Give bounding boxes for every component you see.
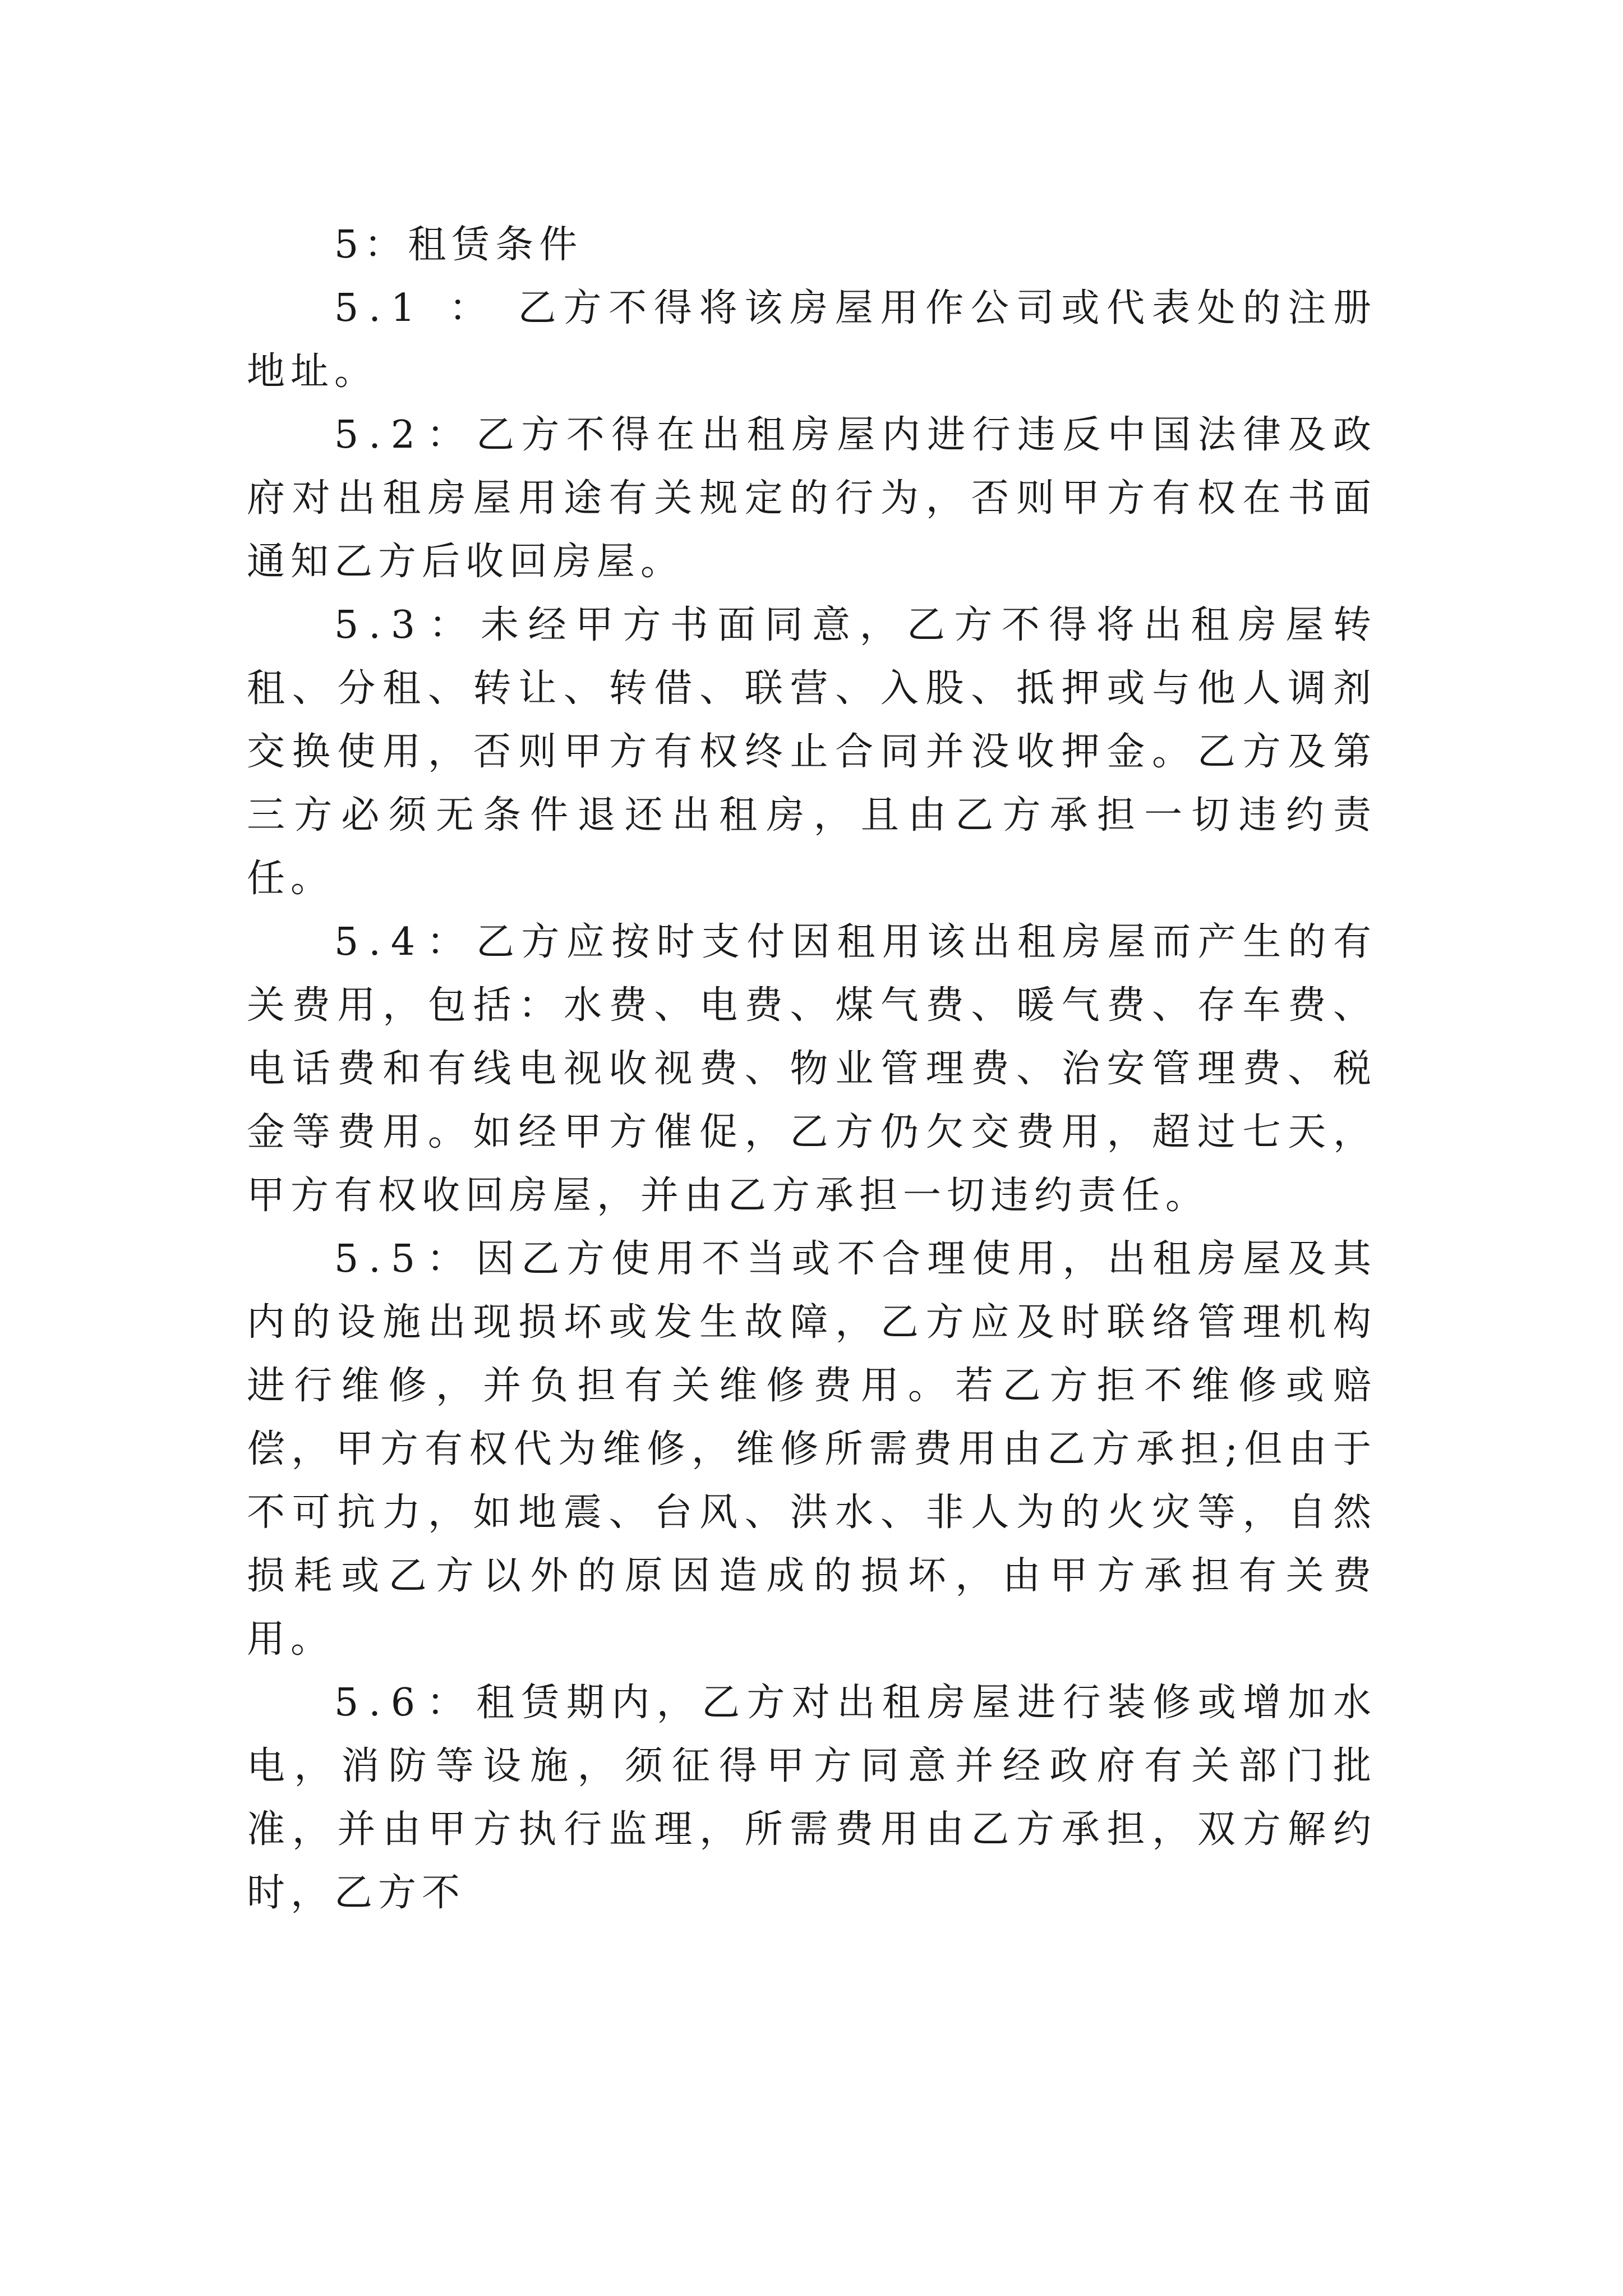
clause-number: 5.5： [334,1237,476,1281]
clause-text: 乙方不得在出租房屋内进行违反中国法律及政府对出租房屋用途有关规定的行为，否则甲方有权在书面通知乙方后收回房屋。 [247,413,1377,584]
clause-number: 5.4： [334,920,476,964]
document-body [247,213,1377,1925]
clause-5-3 [247,593,1377,910]
clause-number: 5.1 ： [334,286,499,330]
clause-5-1 [247,277,1377,403]
section-heading: 5：租赁条件 [334,223,583,267]
clause-number: 5.3： [334,603,481,647]
clause-text: 乙方不得将该房屋用作公司或代表处的注册地址。 [247,286,1377,394]
clause-number: 5.2： [334,413,476,457]
clause-text: 乙方应按时支付因租用该出租房屋而产生的有关费用，包括：水费、电费、煤气费、暖气费、存车费、电话费和有线电视收视费、物业管理费、治安管理费、税金等费用。如经甲方催促，乙方仍欠交费用，超过七天，甲方有权收回房屋，并由乙方承担一切违约责任。 [247,920,1377,1218]
clause-text: 因乙方使用不当或不合理使用，出租房屋及其内的设施出现损坏或发生故障，乙方应及时联络管理机构进行维修，并负担有关维修费用。若乙方拒不维修或赔偿，甲方有权代为维修，维修所需费用由乙方承担;但由于不可抗力，如地震、台风、洪水、非人为的火灾等，自然损耗或乙方以外的原因造成的损坏，由甲方承担有关费用。 [247,1237,1377,1662]
clause-text: 租赁期内，乙方对出租房屋进行装修或增加水电，消防等设施，须征得甲方同意并经政府有关部门批准，并由甲方执行监理，所需费用由乙方承担，双方解约时，乙方不 [247,1681,1377,1915]
clause-5-4 [247,910,1377,1227]
clause-number: 5.6： [334,1681,476,1725]
clause-5-5 [247,1227,1377,1671]
clause-text: 未经甲方书面同意，乙方不得将出租房屋转租、分租、转让、转借、联营、入股、抵押或与他人调剂交换使用，否则甲方有权终止合同并没收押金。乙方及第三方必须无条件退还出租房，且由乙方承担一切违约责任。 [247,603,1377,901]
clause-5-2 [247,403,1377,593]
clause-5-6 [247,1671,1377,1925]
